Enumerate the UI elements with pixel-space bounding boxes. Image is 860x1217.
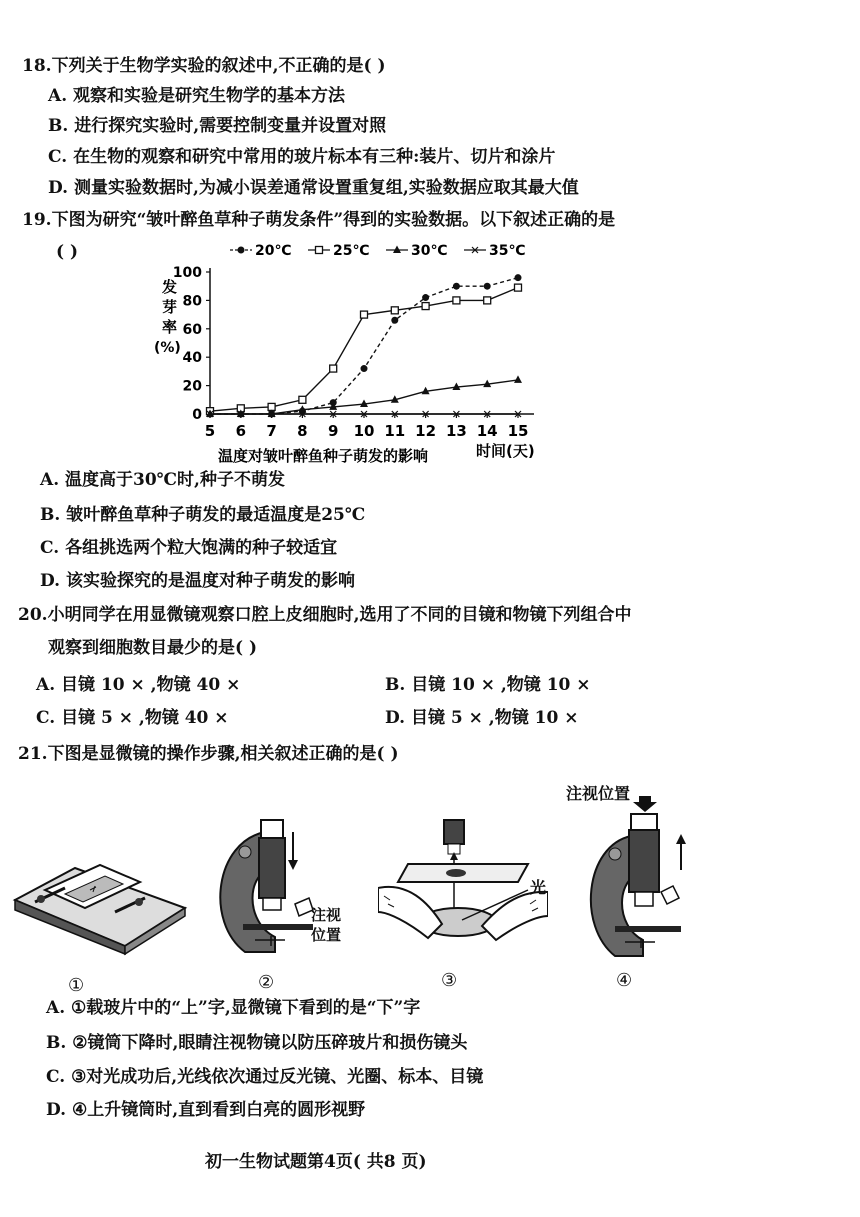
data-point (391, 307, 398, 314)
legend-label: 35℃ (489, 243, 526, 259)
fig4-label-gaze-position: 注视位置 (566, 784, 631, 803)
q20-option-c: C. 目镜 5 × ,物镜 40 × (36, 708, 229, 728)
data-point (484, 283, 491, 290)
x-tick-label: 15 (507, 422, 529, 440)
light-adjustment-illustration (378, 812, 548, 962)
legend-label: 20℃ (255, 243, 292, 259)
x-tick-label: 5 (204, 422, 216, 440)
data-point (361, 365, 368, 372)
chart-title: 温度对皱叶醉鱼种子萌发的影响 (218, 447, 429, 465)
y-label-unit: (%) (154, 340, 181, 356)
data-point (422, 294, 429, 301)
x-tick-label: 7 (266, 422, 277, 440)
y-tick-label: 100 (172, 265, 202, 281)
fig-number-4: ④ (616, 970, 633, 991)
fig2-label-gaze: 注视 (311, 906, 342, 924)
q18-option-c: C. 在生物的观察和研究中常用的玻片标本有三种:装片、切片和涂片 (48, 147, 556, 167)
fig-number-3: ③ (441, 970, 458, 991)
y-label-char-2: 芽 (162, 298, 178, 316)
q19-stem: 19.下图为研究“皱叶醉鱼草种子萌发条件”得到的实验数据。以下叙述正确的是 (22, 210, 616, 230)
q21-stem: 21.下图是显微镜的操作步骤,相关叙述正确的是( ) (18, 744, 399, 764)
q19-answer-paren: ( ) (56, 242, 79, 262)
q20-option-a: A. 目镜 10 × ,物镜 40 × (36, 675, 241, 695)
fig2-label-position: 位置 (311, 926, 342, 944)
chart-axes (210, 268, 534, 414)
q18-option-b: B. 进行探究实验时,需要控制变量并设置对照 (48, 116, 387, 136)
x-tick-label: 14 (476, 422, 498, 440)
series-line (210, 380, 518, 414)
data-point (453, 283, 460, 290)
x-tick-label: 10 (353, 422, 375, 440)
x-tick-label: 11 (384, 422, 406, 440)
x-tick-label: 12 (415, 422, 437, 440)
data-point (515, 274, 522, 281)
q19-option-d: D. 该实验探究的是温度对种子萌发的影响 (40, 571, 355, 591)
q19-option-a: A. 温度高于30℃时,种子不萌发 (40, 470, 285, 490)
fig3-label-light: 光 (530, 878, 547, 897)
x-tick-label: 6 (235, 422, 247, 440)
chart-legend (230, 243, 525, 259)
q18-stem: 18.下列关于生物学实验的叙述中,不正确的是( ) (22, 56, 386, 76)
q21-option-c: C. ③对光成功后,光线依次通过反光镜、光圈、标本、目镜 (46, 1067, 484, 1087)
data-point (299, 396, 306, 403)
x-tick-label: 9 (327, 422, 339, 440)
legend-label: 25℃ (333, 243, 370, 259)
data-point (316, 247, 323, 254)
fig-number-2: ② (258, 972, 275, 993)
q19-option-b: B. 皱叶醉鱼草种子萌发的最适温度是25℃ (40, 505, 366, 525)
data-point (422, 303, 429, 310)
x-axis-label: 时间(天) (476, 442, 535, 460)
data-point (515, 284, 522, 291)
page-footer: 初一生物试题第4页( 共8 页) (205, 1152, 427, 1172)
data-point (238, 247, 245, 254)
q18-option-a: A. 观察和实验是研究生物学的基本方法 (48, 86, 346, 106)
chart-plot (206, 274, 522, 417)
y-label-char-1: 发 (162, 278, 178, 296)
y-tick-label: 40 (182, 350, 202, 367)
q18-option-d: D. 测量实验数据时,为减小误差通常设置重复组,实验数据应取其最大值 (48, 178, 579, 198)
q21-option-d: D. ④上升镜筒时,直到看到白亮的圆形视野 (46, 1100, 366, 1120)
q20-option-b: B. 目镜 10 × ,物镜 10 × (385, 675, 591, 695)
y-tick-label: 80 (182, 293, 202, 310)
y-axis-label (154, 278, 181, 356)
q19-option-c: C. 各组挑选两个粒大饱满的种子较适宜 (40, 538, 338, 558)
data-point (268, 403, 275, 410)
data-point (484, 297, 491, 304)
data-point (453, 297, 460, 304)
x-tick-label: 8 (297, 422, 308, 440)
series-line (210, 278, 518, 414)
data-point (514, 375, 522, 383)
y-tick-label: 0 (192, 407, 202, 423)
data-point (393, 246, 401, 254)
q20-stem-line2: 观察到细胞数目最少的是( ) (48, 638, 258, 658)
fig-number-1: ① (68, 975, 85, 996)
q20-stem: 20.小明同学在用显微镜观察口腔上皮细胞时,选用了不同的目镜和物镜下列组合中 (18, 605, 632, 625)
microscope-raising-illustration (585, 796, 695, 961)
q20-option-d: D. 目镜 5 × ,物镜 10 × (385, 708, 579, 728)
legend-label: 30℃ (411, 243, 448, 259)
data-point (361, 311, 368, 318)
y-label-char-3: 率 (162, 318, 178, 336)
q21-option-a: A. ①载玻片中的“上”字,显微镜下看到的是“下”字 (46, 998, 421, 1018)
data-point (391, 317, 398, 324)
germination-chart (140, 236, 580, 476)
x-tick-label: 13 (445, 422, 467, 440)
q21-option-b: B. ②镜筒下降时,眼睛注视物镜以防压碎玻片和损伤镜头 (46, 1033, 468, 1053)
data-point (330, 365, 337, 372)
slide-stage-illustration (5, 850, 195, 960)
y-tick-label: 60 (182, 321, 202, 338)
series-line (210, 288, 518, 412)
y-tick-label: 20 (182, 378, 202, 395)
